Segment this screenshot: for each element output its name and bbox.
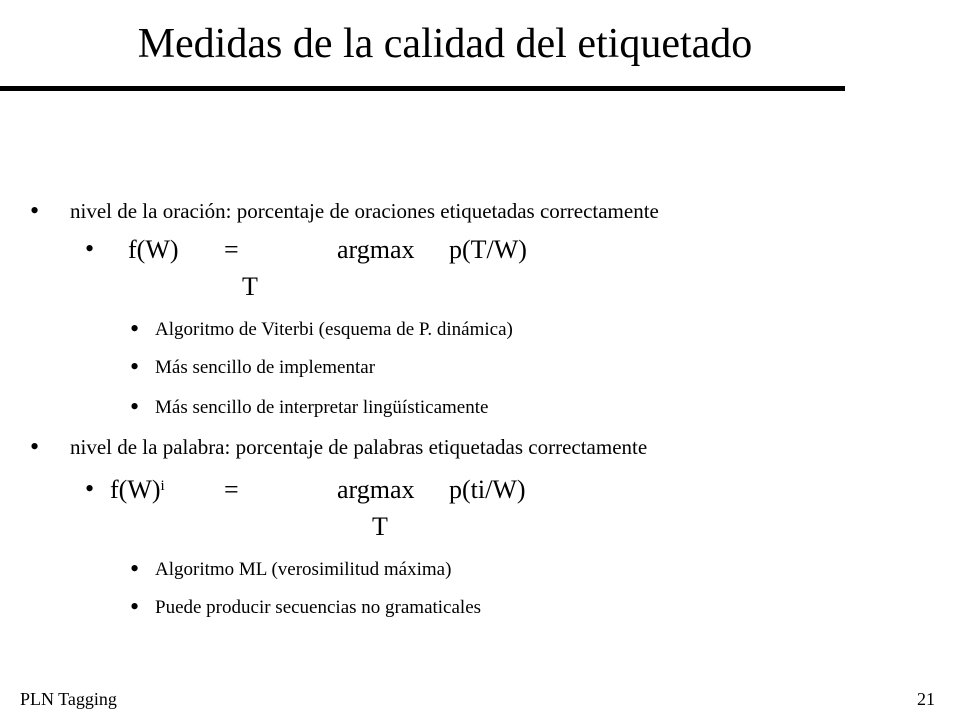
bullet-sentence-item-1: • [130,314,140,343]
word-formula-superscript: i [160,478,165,494]
sentence-formula-argmax: argmax [337,235,415,264]
sentence-level-text: nivel de la oración: porcentaje de oraciones etiquetadas correctamente [70,199,659,223]
bullet-sentence-level: • [30,196,40,225]
sentence-formula-subscript: T [242,272,258,301]
sentence-formula-lhs: f(W) [128,235,179,264]
bullet-word-item-1: • [130,554,140,583]
footer-label: PLN Tagging [20,689,117,709]
slide-title: Medidas de la calidad del etiquetado [137,21,753,67]
bullet-word-item-2: • [130,592,140,621]
bullet-word-level: • [30,432,40,461]
word-item-2: Puede producir secuencias no gramaticales [155,597,482,618]
bullet-word-formula: • [85,474,95,503]
sentence-item-3: Más sencillo de interpretar lingüísticamente [155,397,489,418]
sentence-formula-rhs: p(T/W) [449,235,527,264]
sentence-item-2: Más sencillo de implementar [155,357,376,378]
page-number: 21 [917,689,935,709]
sentence-item-1: Algoritmo de Viterbi (esquema de P. dinámica) [155,319,513,340]
bullet-sentence-item-3: • [130,392,140,421]
word-formula-equals: = [224,475,239,504]
title-underline [0,86,845,91]
word-formula-subscript: T [372,512,388,541]
sentence-formula-equals: = [224,235,239,264]
word-formula-lhs-group [110,474,165,506]
word-item-1: Algoritmo ML (verosimilitud máxima) [155,559,452,580]
bullet-sentence-item-2: • [130,352,140,381]
word-formula-rhs: p(ti/W) [449,475,526,504]
word-level-text: nivel de la palabra: porcentaje de palabras etiquetadas correctamente [70,435,648,459]
bullet-sentence-formula: • [85,234,95,263]
word-formula-argmax: argmax [337,475,415,504]
word-formula-lhs: f(W) [110,475,161,504]
